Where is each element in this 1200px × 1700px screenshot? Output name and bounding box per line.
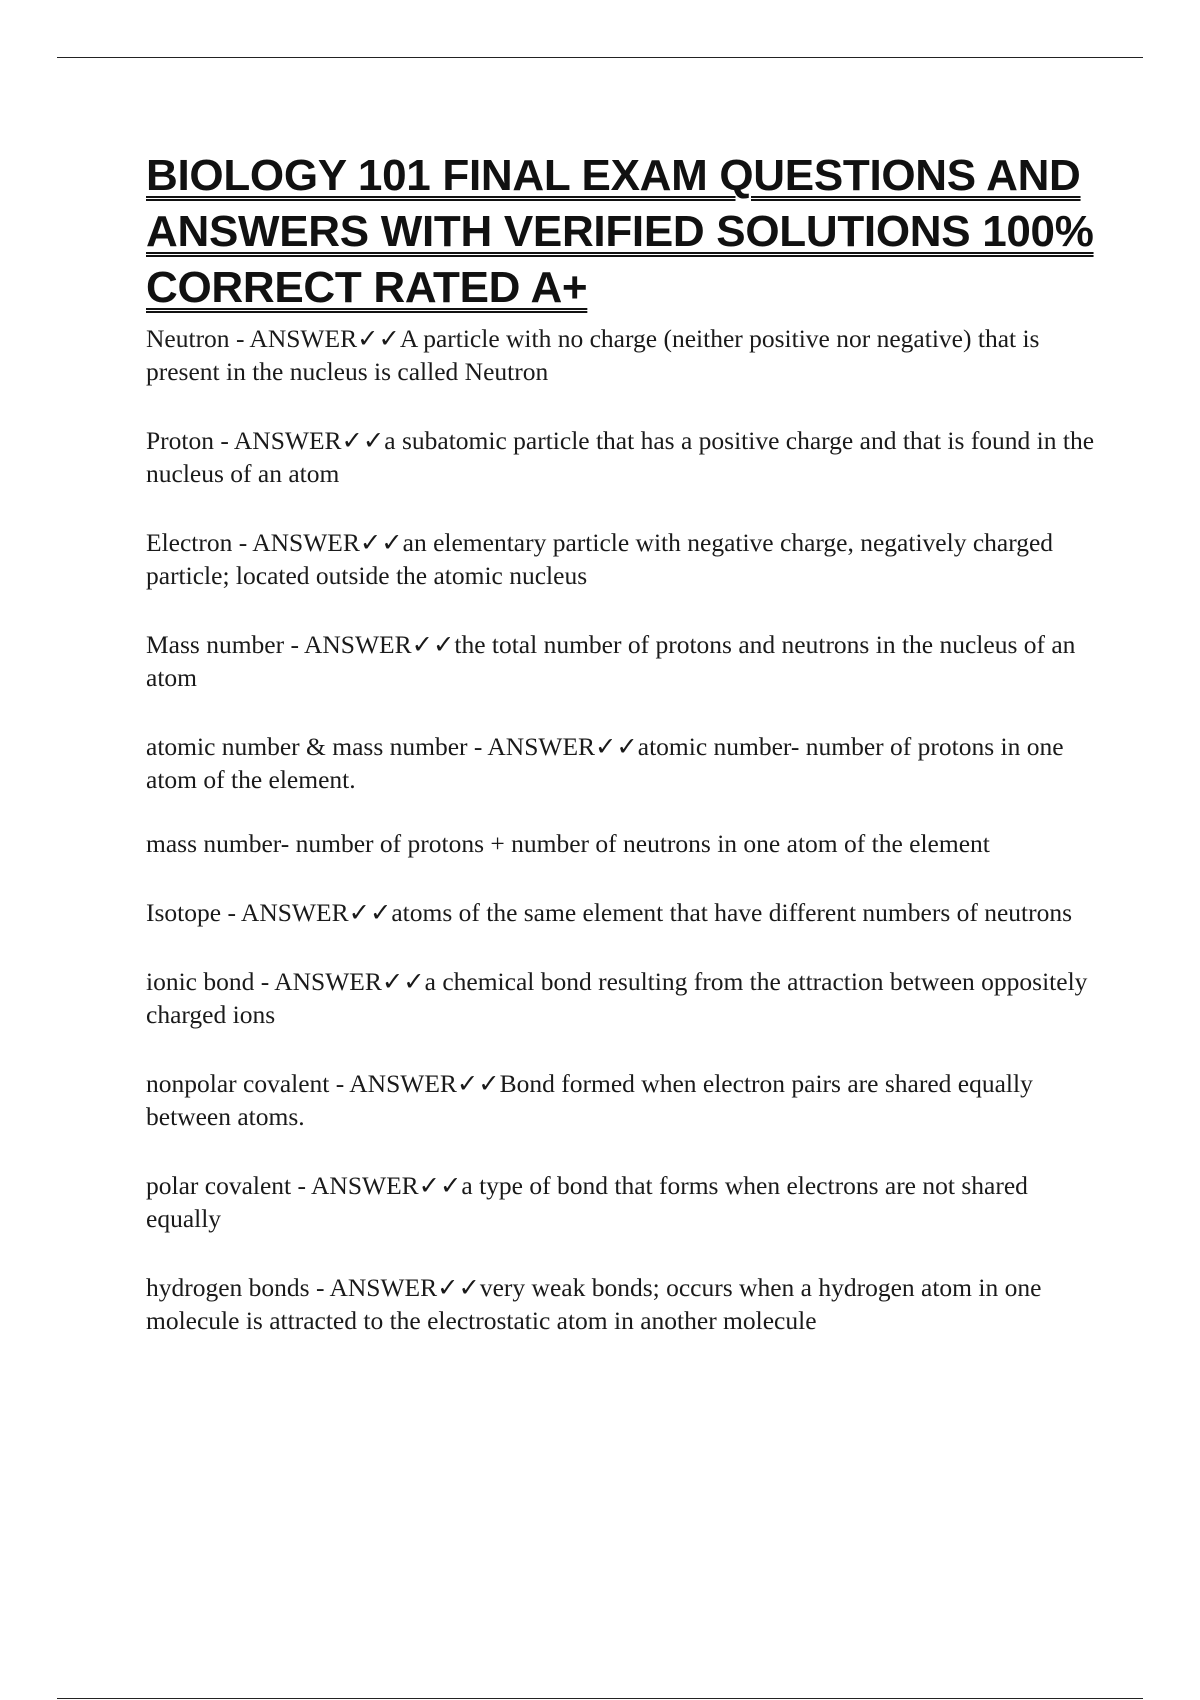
entry-separator: - [229, 324, 250, 353]
answer-marker: ANSWER✓✓ [240, 898, 392, 927]
entry-definition: a chemical bond resulting from the attraction between oppositely charged ions [146, 967, 1088, 1029]
qa-entry [146, 730, 1096, 796]
qa-entry [146, 628, 1096, 694]
answer-marker: ANSWER✓✓ [233, 426, 385, 455]
entry-definition: Bond formed when electron pairs are shared equally between atoms. [146, 1069, 1033, 1131]
footer-rule [57, 1698, 1143, 1699]
entry-separator: - [309, 1273, 330, 1302]
qa-entry [146, 965, 1096, 1031]
answer-marker: ANSWER✓✓ [349, 1069, 500, 1098]
entry-term: nonpolar covalent [146, 1069, 330, 1098]
entry-separator: - [467, 732, 488, 761]
entry-definition: a type of bond that forms when electrons are not shared equally [146, 1171, 1028, 1233]
answer-marker: ANSWER✓✓ [311, 1171, 462, 1200]
entry-separator: - [214, 426, 234, 455]
entry-definition: an elementary particle with negative charge, negatively charged particle; located outside the atomic nucleus [146, 528, 1054, 590]
qa-entry [146, 424, 1096, 490]
qa-list [146, 322, 1096, 1337]
entry-definition: a subatomic particle that has a positive charge and that is found in the nucleus of an atom [146, 426, 1095, 488]
entry-separator: - [221, 898, 241, 927]
answer-marker: ANSWER✓✓ [252, 528, 403, 557]
answer-marker: ANSWER✓✓ [274, 967, 425, 996]
entry-separator: - [232, 528, 253, 557]
document-body [146, 148, 1096, 1337]
qa-entry [146, 1169, 1096, 1235]
entry-term: atomic number & mass number [146, 732, 468, 761]
entry-definition: atoms of the same element that have different numbers of neutrons [391, 898, 1073, 927]
document-title: BIOLOGY 101 FINAL EXAM QUESTIONS AND ANSWERS WITH VERIFIED SOLUTIONS 100% CORRECT RATED A+ [146, 151, 1094, 312]
entry-separator: - [329, 1069, 350, 1098]
entry-definition: very weak bonds; occurs when a hydrogen atom in one molecule is attracted to the electrostatic atom in another molecule [146, 1273, 1042, 1335]
entry-term: hydrogen bonds [146, 1273, 310, 1302]
qa-entry [146, 322, 1096, 388]
entry-definition: the total number of protons and neutrons in the nucleus of an atom [146, 630, 1076, 692]
entry-definition: atomic number- number of protons in one atom of the element. [146, 732, 1064, 794]
entry-separator: - [284, 630, 304, 659]
entry-term: Isotope [146, 898, 222, 927]
entry-definition: A particle with no charge (neither positive nor negative) that is present in the nucleus is called Neutron [146, 324, 1040, 386]
entry-term: Proton [146, 426, 215, 455]
qa-entry [146, 1067, 1096, 1133]
entry-separator: - [254, 967, 275, 996]
answer-marker: ANSWER✓✓ [329, 1273, 480, 1302]
answer-marker: ANSWER✓✓ [249, 324, 400, 353]
entry-term: Neutron [146, 324, 230, 353]
qa-entry [146, 896, 1096, 929]
qa-entry [146, 526, 1096, 592]
entry-term: Mass number [146, 630, 285, 659]
header-rule [57, 57, 1143, 58]
entry-term: Electron [146, 528, 233, 557]
entry-term: polar covalent [146, 1171, 292, 1200]
entry-separator: - [291, 1171, 311, 1200]
answer-marker: ANSWER✓✓ [487, 732, 638, 761]
entry-term: ionic bond [146, 967, 255, 996]
qa-entry-continuation: mass number- number of protons + number of neutrons in one atom of the element [146, 829, 990, 858]
qa-entry [146, 1271, 1096, 1337]
answer-marker: ANSWER✓✓ [303, 630, 455, 659]
